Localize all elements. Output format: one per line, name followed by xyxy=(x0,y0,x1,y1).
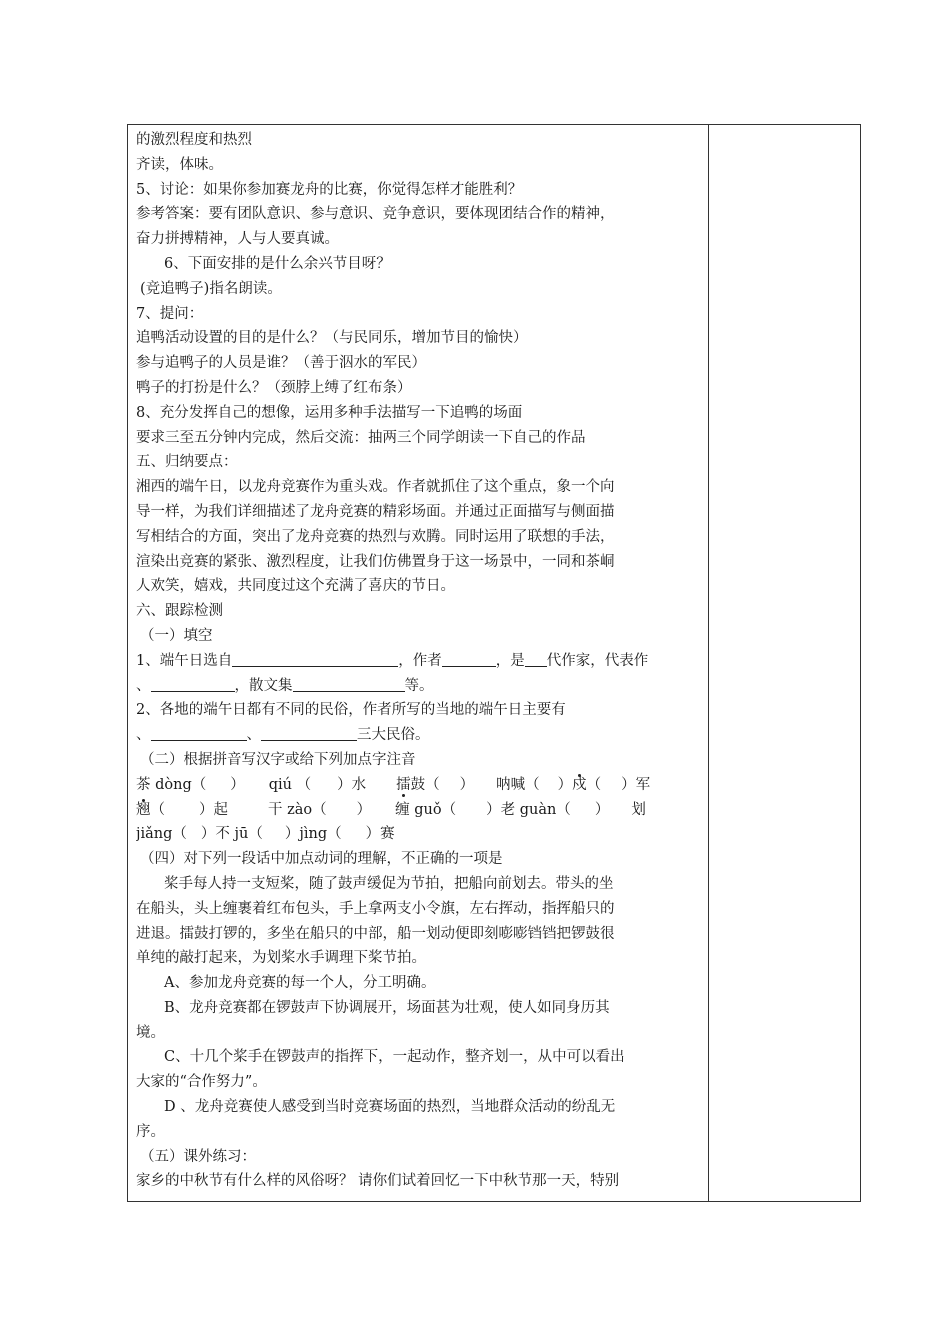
option-a: A、参加龙舟竞赛的每一个人，分工明确。 xyxy=(164,975,436,992)
text-line: 追鸭活动设置的目的是什么？（与民同乐，增加节目的愉快） xyxy=(136,330,528,347)
blank xyxy=(232,650,398,667)
text-line: 齐读，体味。 xyxy=(136,156,223,173)
blank xyxy=(261,724,357,741)
blank xyxy=(151,724,247,741)
fill-question-1-cont: 、 ，散文集 等。 xyxy=(136,674,704,699)
lesson-content xyxy=(136,128,704,1194)
text-line: 6、下面安排的是什么余兴节目呀？ xyxy=(164,255,391,272)
q4-passage-line: 桨手每人持一支短桨，随了鼓声缓促为节拍，把船向前划去。带头的坐 xyxy=(164,875,614,892)
text-line: 湘西的端午日，以龙舟竞赛作为重头戏。作者就抓住了这个重点，象一个向 xyxy=(136,479,615,496)
dotted-char: 擂 xyxy=(396,776,411,793)
pinyin-heading: （二）根据拼音写汉字或给下列加点字注音 xyxy=(140,751,416,768)
subsection-heading: （一）填空 xyxy=(140,627,213,644)
option-c: C、十几个桨手在锣鼓声的指挥下，一起动作，整齐划一，从中可以看出 xyxy=(164,1049,625,1066)
text-line: 7、提问： xyxy=(136,305,204,322)
text-line: 参考答案：要有团队意识、参与意识、竞争意识，要体现团结合作的精神， xyxy=(136,206,615,223)
text-line: 奋力拼搏精神，人与人要真诚。 xyxy=(136,231,339,248)
q5-text: 家乡的中秋节有什么样的风俗呀？ 请你们试着回忆一下中秋节那一天，特别 xyxy=(136,1173,620,1190)
text-line: 参与追鸭子的人员是谁？（善于泅水的军民） xyxy=(136,355,426,372)
blank xyxy=(151,675,235,692)
text-line: 的激烈程度和热烈 xyxy=(136,132,252,148)
text-line: 导一样，为我们详细描述了龙舟竞赛的精彩场面。并通过正面描写与侧面描 xyxy=(136,503,615,520)
option-b-cont: 境。 xyxy=(136,1024,165,1041)
q4-passage-line: 在船头，头上缠裹着红布包头，手上拿两支小令旗，左右挥动，指挥船只的 xyxy=(136,900,615,917)
dotted-char: 戍 xyxy=(572,776,587,793)
section-heading: 六、跟踪检测 xyxy=(136,603,223,620)
pinyin-row-3: jiǎng（ ）不 jū（ ）jìng（ ）赛 xyxy=(136,826,395,843)
option-d-cont: 序。 xyxy=(136,1123,165,1140)
text-line: 5、讨论：如果你参加赛龙舟的比赛，你觉得怎样才能胜利？ xyxy=(136,181,523,198)
dotted-char: 翘 xyxy=(136,801,151,818)
option-c-cont: 大家的“合作努力”。 xyxy=(136,1074,267,1091)
fill-question-2-cont: 、 、 三大民俗。 xyxy=(136,723,704,748)
text-line: 8、充分发挥自己的想像，运用多种手法描写一下追鸭的场面 xyxy=(136,404,523,421)
text-line: 渲染出竞赛的紧张、激烈程度，让我们仿佛置身于这一场景中，一同和茶峒 xyxy=(136,553,615,570)
option-b: B、龙舟竞赛都在锣鼓声下协调展开，场面甚为壮观，使人如同身历其 xyxy=(164,999,610,1016)
text-line: 鸭子的打扮是什么？（颈脖上缚了红布条） xyxy=(136,379,412,396)
pinyin-row-1: 茶 dòng（ ） qiú （ ）水 擂鼓（ ） 呐喊（ ）戍（ ）军 xyxy=(136,776,651,793)
text-line: 要求三至五分钟内完成，然后交流：抽两三个同学朗读一下自己的作品 xyxy=(136,429,586,446)
q4-passage-line: 进退。擂鼓打锣的，多坐在船只的中部，船一划动便即刻嘭嘭铛铛把锣鼓很 xyxy=(136,925,615,942)
text-line: 写相结合的方面，突出了龙舟竞赛的热烈与欢腾。同时运用了联想的手法， xyxy=(136,528,615,545)
pinyin-row-2: 翘（ ）起 干 zào（ ） 缠 guǒ（ ）老 guàn（ ） 划 xyxy=(136,801,646,818)
lesson-table xyxy=(127,124,861,1202)
blank xyxy=(442,650,496,667)
fill-question-2: 2、各地的端午日都有不同的民俗，作者所写的当地的端午日主要有 xyxy=(136,702,566,719)
q4-passage-line: 单纯的敲打起来，为划桨水手调理下桨节拍。 xyxy=(136,950,426,967)
fill-question-1: 1、端午日选自 ，作者 ，是 代作家，代表作 xyxy=(136,649,704,674)
column-divider xyxy=(708,125,709,1201)
q5-heading: （五）课外练习： xyxy=(140,1148,256,1165)
text-line: (竞追鸭子)指名朗读。 xyxy=(140,280,282,297)
text-line: 人欢笑，嬉戏，共同度过这个充满了喜庆的节日。 xyxy=(136,578,455,595)
section-heading: 五、归纳要点： xyxy=(136,454,238,471)
q4-heading: （四）对下列一段话中加点动词的理解，不正确的一项是 xyxy=(140,851,503,868)
blank xyxy=(525,650,547,667)
blank xyxy=(293,675,405,692)
option-d: D 、龙舟竞赛使人感受到当时竞赛场面的热烈，当地群众活动的纷乱无 xyxy=(164,1099,616,1116)
